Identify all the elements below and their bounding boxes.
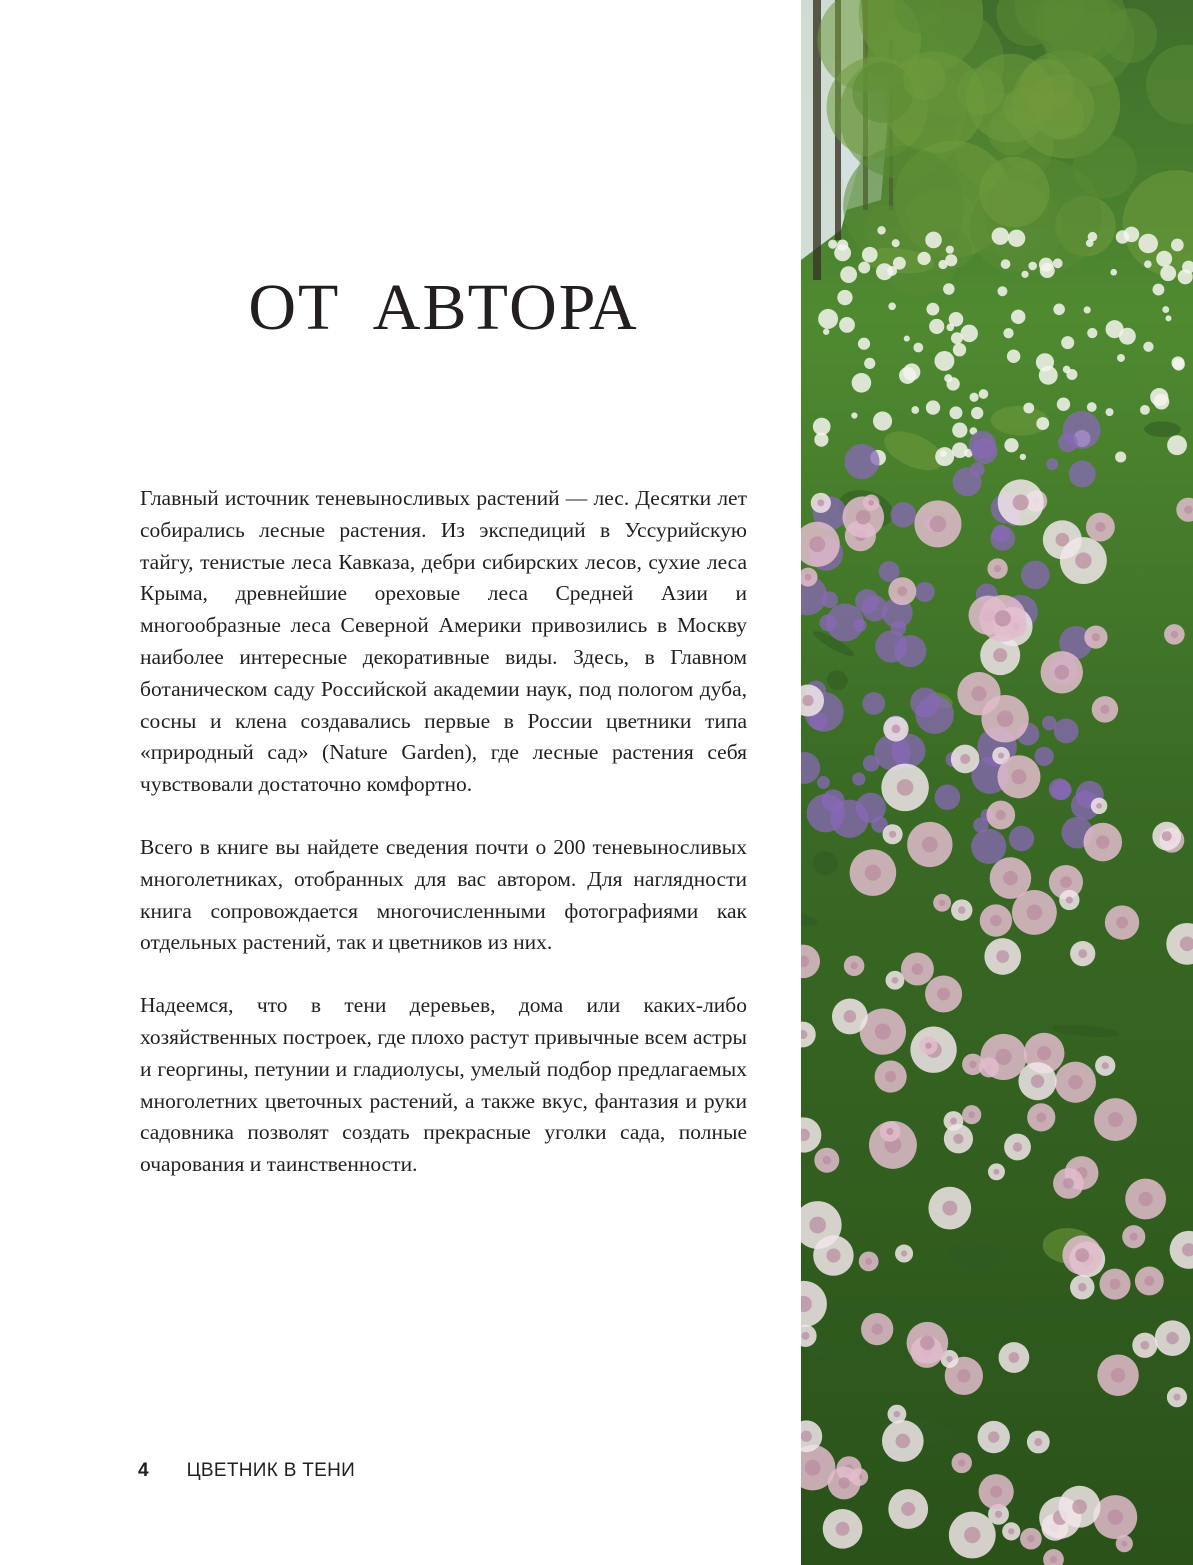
white-flower <box>1036 417 1049 430</box>
white-flower <box>949 406 962 419</box>
white-flower <box>1008 230 1025 247</box>
astrantia-center <box>809 1217 826 1234</box>
astrantia-center <box>996 810 1006 820</box>
white-flower <box>1153 284 1165 296</box>
white-flower <box>818 309 838 329</box>
purple-flower <box>1063 411 1101 449</box>
astrantia-center <box>801 1431 812 1442</box>
white-flower <box>851 412 857 418</box>
page-footer <box>138 1460 355 1482</box>
astrantia-center <box>817 499 824 506</box>
paragraph: Главный источник теневыносливых растений — лес. Десятки лет собирались лесные растения. Из экспедиций в Уссурийскую тайгу, тенистые леса Кавказа, дебри сибирских лесов, сухие леса Крыма, древнейшие ореховые леса Средней Азии и многообразные леса Северной Америки привозились в Москву наиболее интересные декоративные виды. Здесь, в Главном ботаническом саду Российской академии наук, под пологом дуба, сосны и клена создавались первые в России цветники типа «природный сад» (Nature Garden), где лесные растения себя чувствовали достаточно комфортно. <box>140 486 747 797</box>
white-flower <box>1087 328 1097 338</box>
white-flower <box>888 303 896 311</box>
white-flower <box>952 422 967 437</box>
white-flower <box>1003 328 1013 338</box>
astrantia-center <box>896 1434 911 1449</box>
white-flower <box>876 263 893 280</box>
purple-flower <box>971 829 1006 864</box>
astrantia-center <box>805 1460 821 1476</box>
astrantia-center <box>1162 831 1172 841</box>
white-flower <box>904 336 910 342</box>
astrantia-center <box>894 1411 901 1418</box>
white-flower <box>992 227 1009 244</box>
white-flower <box>949 312 964 327</box>
astrantia-center <box>988 1431 999 1442</box>
astrantia-center <box>1011 769 1026 784</box>
astrantia-center <box>865 864 881 880</box>
white-flower <box>1144 260 1152 268</box>
astrantia-center <box>892 977 899 984</box>
astrantia-center <box>993 648 1007 662</box>
purple-flower <box>992 525 1010 543</box>
white-flower <box>864 358 875 369</box>
astrantia-center <box>990 1486 1002 1498</box>
astrantia-center <box>1060 876 1072 888</box>
white-flower <box>944 374 952 382</box>
white-flower <box>877 226 885 234</box>
astrantia-center <box>995 1049 1011 1065</box>
white-flower <box>1053 258 1063 268</box>
astrantia-center <box>1173 1394 1180 1401</box>
white-flower <box>997 286 1007 296</box>
purple-flower <box>1069 461 1096 488</box>
white-flower <box>979 389 989 399</box>
astrantia-center <box>822 1156 831 1165</box>
astrantia-center <box>969 1061 977 1069</box>
astrantia-center <box>886 1128 893 1135</box>
white-flower <box>1143 342 1153 352</box>
astrantia-center <box>1171 631 1178 638</box>
astrantia-center <box>885 1071 896 1082</box>
paragraph: Надеемся, что в тени деревьев, дома или каких-либо хозяйственных построек, где плохо растут привычные всем астры и георгины, петунии и гладиолусы, умелый подбор предлагаемых многолетних цветочных растений, а также вкус, фантазия и руки садовника позволят создать прекрасные уголки сада, полные очарования и таинственности. <box>140 993 747 1177</box>
purple-flower <box>862 692 885 715</box>
astrantia-center <box>1108 1112 1123 1127</box>
astrantia-center <box>912 963 924 975</box>
astrantia-center <box>875 1024 891 1040</box>
astrantia-center <box>1034 1438 1042 1446</box>
white-flower <box>1156 251 1172 267</box>
white-flower <box>1023 403 1034 414</box>
astrantia-center <box>998 753 1004 759</box>
astrantia-center <box>1140 1341 1149 1350</box>
white-flower <box>828 240 837 249</box>
astrantia-center <box>960 754 970 764</box>
white-flower <box>969 393 978 402</box>
white-flower <box>938 260 947 269</box>
purple-flower <box>972 438 998 464</box>
astrantia-center <box>1121 1541 1127 1547</box>
white-flower <box>911 406 919 414</box>
astrantia-center <box>1075 1248 1089 1262</box>
purple-flower <box>1034 747 1053 766</box>
purple-flower <box>821 591 838 608</box>
purple-flower <box>1046 458 1058 470</box>
purple-flower <box>1009 826 1034 851</box>
astrantia-center <box>1037 1046 1051 1060</box>
astrantia-center <box>1111 1368 1126 1383</box>
astrantia-center <box>1144 1276 1154 1286</box>
purple-flower <box>915 582 935 602</box>
astrantia-center <box>901 1250 907 1256</box>
astrantia-center <box>996 950 1009 963</box>
astrantia-center <box>1166 1332 1178 1344</box>
astrantia-center <box>1050 1556 1057 1563</box>
purple-flower <box>1049 778 1071 800</box>
astrantia-center <box>1096 835 1110 849</box>
astrantia-center <box>1139 1192 1153 1206</box>
astrantia-center <box>1009 1352 1020 1363</box>
white-flower <box>1138 234 1158 254</box>
running-title: ЦВЕТНИК В ТЕНИ <box>186 1460 356 1481</box>
white-flower <box>1110 269 1117 276</box>
purple-flower <box>1021 561 1050 590</box>
white-flower <box>1040 263 1055 278</box>
white-flower <box>1007 349 1020 362</box>
white-flower <box>1087 402 1097 412</box>
white-flower <box>862 247 878 263</box>
white-flower <box>1167 435 1187 455</box>
white-flower <box>892 239 900 247</box>
astrantia-center <box>1066 896 1073 903</box>
astrantia-center <box>802 1332 810 1340</box>
purple-flower <box>856 793 886 823</box>
white-flower <box>1028 262 1037 271</box>
astrantia-center <box>1027 905 1043 921</box>
white-flower <box>1162 306 1169 313</box>
astrantia-center <box>993 1169 999 1175</box>
body-text <box>140 483 747 1212</box>
white-flower <box>1115 451 1126 462</box>
astrantia-center <box>939 900 945 906</box>
purple-flower <box>891 502 916 527</box>
purple-flower <box>817 776 830 789</box>
purple-flower <box>1042 716 1057 731</box>
astrantia-center <box>1096 803 1102 809</box>
astrantia-center <box>957 1369 970 1382</box>
white-flower <box>893 257 906 270</box>
white-flower <box>1171 239 1184 252</box>
page-number: 4 <box>138 1460 149 1481</box>
astrantia-center <box>950 1118 957 1125</box>
canopy-blob <box>966 54 1055 143</box>
purple-flower <box>852 772 865 785</box>
astrantia-center <box>1013 494 1029 510</box>
white-flower <box>1057 398 1070 411</box>
astrantia-center <box>1184 505 1192 513</box>
astrantia-center <box>1003 871 1018 886</box>
white-flower <box>837 290 852 305</box>
astrantia-center <box>802 695 813 706</box>
astrantia-center <box>994 565 1001 572</box>
white-flower <box>1140 405 1150 415</box>
astrantia-center <box>809 536 825 552</box>
canopy-blob <box>864 205 911 252</box>
white-flower <box>951 332 963 344</box>
astrantia-center <box>922 837 938 853</box>
white-flower <box>1171 356 1184 369</box>
white-flower <box>1150 388 1168 406</box>
astrantia-center <box>1078 949 1087 958</box>
astrantia-center <box>1102 1062 1109 1069</box>
white-flower <box>1004 438 1018 452</box>
astrantia-center <box>971 686 986 701</box>
astrantia-center <box>851 962 858 969</box>
white-flower <box>1105 408 1113 416</box>
white-flower <box>1160 265 1176 281</box>
white-flower <box>840 266 857 283</box>
white-flower <box>1020 454 1026 460</box>
astrantia-center <box>946 1356 952 1362</box>
astrantia-center <box>868 500 874 506</box>
astrantia-center <box>1036 1112 1046 1122</box>
white-flower <box>873 412 892 431</box>
garden-photo <box>801 0 1193 1565</box>
white-flower <box>917 252 930 265</box>
purple-flower <box>935 785 961 811</box>
white-flower <box>943 283 955 295</box>
white-flower <box>1053 304 1065 316</box>
white-flower <box>960 325 977 342</box>
astrantia-center <box>1063 1178 1074 1189</box>
white-flower <box>925 232 942 249</box>
purple-flower <box>854 619 867 632</box>
astrantia-center <box>892 724 901 733</box>
white-flower <box>1036 353 1054 371</box>
white-flower <box>926 400 940 414</box>
white-flower <box>1116 230 1129 243</box>
white-flower <box>852 373 872 393</box>
white-flower <box>1165 315 1171 321</box>
astrantia-center <box>1110 1279 1121 1290</box>
astrantia-center <box>856 510 871 525</box>
white-flower <box>971 407 983 419</box>
page-title: ОТ АВТОРА <box>248 271 639 344</box>
astrantia-center <box>1054 665 1069 680</box>
astrantia-center <box>997 710 1014 727</box>
purple-flower <box>875 630 907 662</box>
astrantia-center <box>942 1201 957 1216</box>
white-flower <box>913 343 923 353</box>
astrantia-center <box>1027 1535 1035 1543</box>
white-flower <box>935 447 954 466</box>
astrantia-center <box>995 1511 1002 1518</box>
astrantia-center <box>1092 633 1100 641</box>
astrantia-center <box>826 1248 840 1262</box>
white-flower <box>858 262 870 274</box>
astrantia-center <box>1008 1528 1014 1534</box>
garden-photo-illustration <box>801 0 1193 1565</box>
astrantia-center <box>1130 1233 1138 1241</box>
white-flower <box>1088 232 1098 242</box>
paragraph: Всего в книге вы найдете сведения почти о 200 теневыносливых многолетниках, отобранных для вас автором. Для наглядности книга сопровождается многочисленными фотографиями как отдельных растений, так и цветников из них. <box>140 834 747 955</box>
white-flower <box>946 246 954 254</box>
white-flower <box>839 317 855 333</box>
astrantia-center <box>1095 522 1105 532</box>
purple-flower <box>910 688 939 717</box>
canopy-blob <box>852 62 913 123</box>
astrantia-center <box>1075 552 1091 568</box>
white-flower <box>1021 271 1028 278</box>
canopy-blob <box>1073 134 1137 198</box>
canopy-blob <box>903 58 946 101</box>
white-flower <box>834 244 851 261</box>
astrantia-center <box>897 779 914 796</box>
astrantia-center <box>836 1522 850 1536</box>
white-flower <box>929 319 944 334</box>
astrantia-center <box>1013 1142 1022 1151</box>
astrantia-center <box>889 831 896 838</box>
astrantia-center <box>964 1527 980 1543</box>
astrantia-center <box>865 1258 872 1265</box>
white-flower <box>1178 269 1193 284</box>
astrantia-center <box>920 1335 935 1350</box>
purple-flower <box>844 444 879 479</box>
astrantia-center <box>838 1477 849 1488</box>
astrantia-center <box>844 1010 857 1023</box>
astrantia-center <box>872 1323 883 1334</box>
white-flower <box>934 351 954 371</box>
astrantia-center <box>925 1042 931 1048</box>
purple-flower <box>953 467 982 496</box>
astrantia-center <box>1068 1075 1082 1089</box>
astrantia-center <box>1108 1509 1123 1524</box>
astrantia-center <box>1100 705 1109 714</box>
white-flower <box>814 433 828 447</box>
astrantia-center <box>1078 1283 1087 1292</box>
astrantia-center <box>937 987 950 1000</box>
astrantia-center <box>901 1502 915 1516</box>
canopy-blob <box>979 157 1049 227</box>
astrantia-center <box>1072 1499 1087 1514</box>
astrantia-center <box>897 586 907 596</box>
astrantia-center <box>990 915 1001 926</box>
white-flower <box>1066 369 1077 380</box>
white-flower <box>1011 310 1025 324</box>
white-flower <box>940 450 947 457</box>
white-flower <box>1061 336 1074 349</box>
white-flower <box>823 329 829 335</box>
white-flower <box>1084 306 1091 313</box>
astrantia-center <box>958 1459 965 1466</box>
white-flower <box>1001 259 1011 269</box>
astrantia-center <box>958 906 965 913</box>
astrantia-center <box>953 1134 963 1144</box>
canopy-blob <box>843 146 964 267</box>
astrantia-center <box>968 1111 975 1118</box>
astrantia-center <box>995 610 1011 626</box>
astrantia-center <box>1031 1074 1044 1087</box>
white-flower <box>926 303 939 316</box>
astrantia-center <box>930 516 946 532</box>
white-flower <box>858 338 870 350</box>
white-flower <box>953 343 966 356</box>
white-flower <box>899 367 916 384</box>
white-flower <box>1117 354 1125 362</box>
astrantia-center <box>805 574 812 581</box>
purple-flower <box>1054 719 1079 744</box>
white-flower <box>1119 328 1136 345</box>
astrantia-center <box>1116 917 1128 929</box>
